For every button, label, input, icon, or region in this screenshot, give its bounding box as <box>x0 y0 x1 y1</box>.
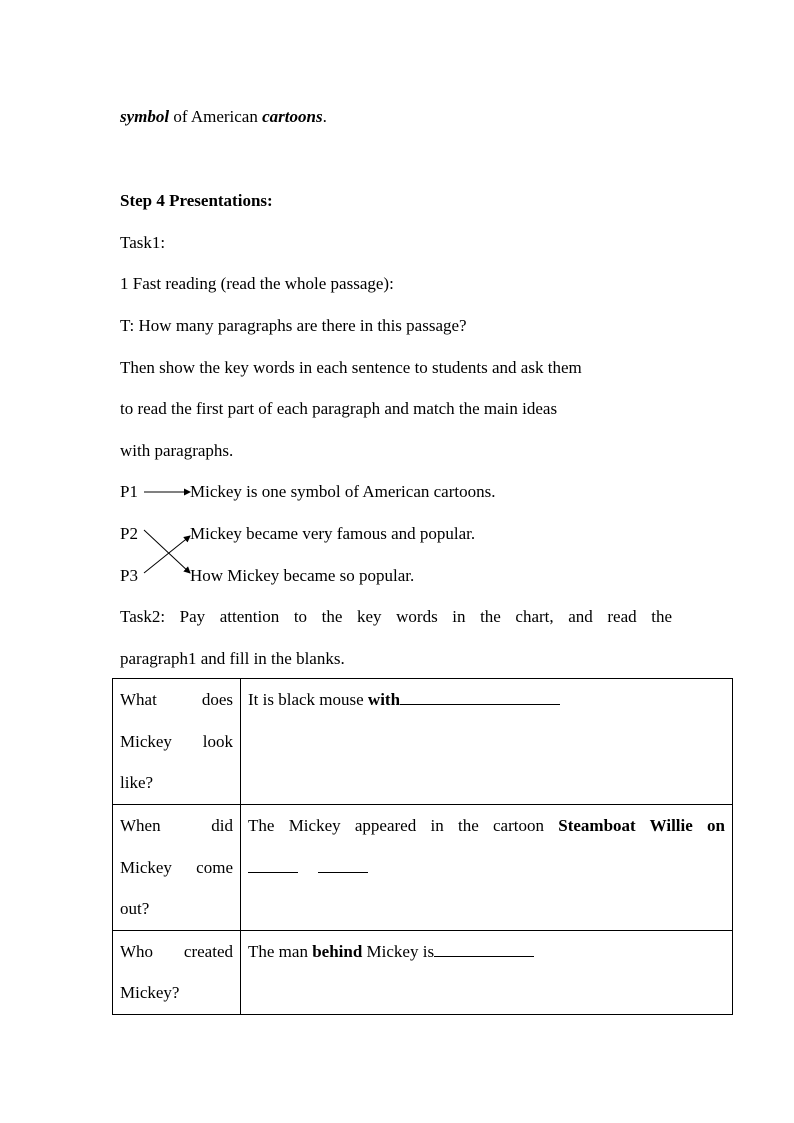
teacher-question: T: How many paragraphs are there in this passage? <box>120 316 467 335</box>
intro-mid-text: of American <box>169 107 263 126</box>
main-idea-1: Mickey is one symbol of American cartoons. <box>190 482 496 501</box>
fill-in-chart <box>112 678 733 1015</box>
question-line: Mickey? <box>120 983 180 1002</box>
paragraph-label-p1: P1 <box>120 482 138 501</box>
answer-suffix: Mickey is <box>362 941 435 961</box>
question-line: Who created <box>120 941 233 961</box>
instruction-line-1: Then show the key words in each sentence to students and ask them <box>120 358 582 377</box>
instruction-line-3: with paragraphs. <box>120 441 234 460</box>
answer-keyword: behind <box>312 941 363 961</box>
table-row <box>113 805 733 931</box>
answer-blanks-line <box>248 858 368 877</box>
instruction-line-2: to read the first part of each paragraph and match the main ideas <box>120 399 558 418</box>
intro-word-cartoons: cartoons <box>262 107 323 126</box>
answer-cell <box>241 805 733 931</box>
question-cell <box>113 805 241 931</box>
fast-reading-line: 1 Fast reading (read the whole passage): <box>120 274 394 293</box>
answer-keyword: Steamboat Willie on <box>558 816 726 835</box>
task2-line-2: paragraph1 and fill in the blanks. <box>120 649 345 668</box>
answer-text-line <box>248 805 725 847</box>
question-line: When did <box>120 816 233 835</box>
intro-word-symbol: symbol <box>120 107 170 126</box>
question-cell <box>113 930 241 1014</box>
question-line: out? <box>120 899 150 918</box>
step-heading: Step 4 Presentations: <box>120 191 273 210</box>
answer-blank-year[interactable] <box>318 858 368 873</box>
arrow-p3-to-idea2 <box>144 536 190 573</box>
main-idea-2: Mickey became very famous and popular. <box>190 524 476 543</box>
answer-blank-month[interactable] <box>248 858 298 873</box>
table-row <box>113 930 733 1014</box>
answer-cell <box>241 930 733 1014</box>
paragraph-label-p3: P3 <box>120 566 138 585</box>
question-line: like? <box>120 773 154 792</box>
answer-prefix: It is black mouse <box>248 690 368 709</box>
answer-prefix: The Mickey appeared in the cartoon <box>248 816 559 835</box>
main-idea-3: How Mickey became so popular. <box>190 566 415 585</box>
task2-line-1: Task2: Pay attention to the key words in the chart, and read the <box>120 607 672 626</box>
intro-end: . <box>322 107 327 126</box>
answer-cell <box>241 679 733 805</box>
answer-blank[interactable] <box>434 942 534 957</box>
answer-prefix: The man <box>248 941 313 961</box>
question-cell <box>113 679 241 805</box>
paragraph-label-p2: P2 <box>120 524 138 543</box>
question-line: Mickey come <box>120 857 233 877</box>
intro-line <box>120 107 327 127</box>
question-line: What does <box>120 690 233 709</box>
answer-keyword: with <box>367 690 401 709</box>
table-row <box>113 679 733 805</box>
arrow-p2-to-idea3 <box>144 530 190 573</box>
answer-blank[interactable] <box>400 690 560 705</box>
question-line: Mickey look <box>120 731 233 751</box>
task1-label: Task1: <box>120 233 166 252</box>
